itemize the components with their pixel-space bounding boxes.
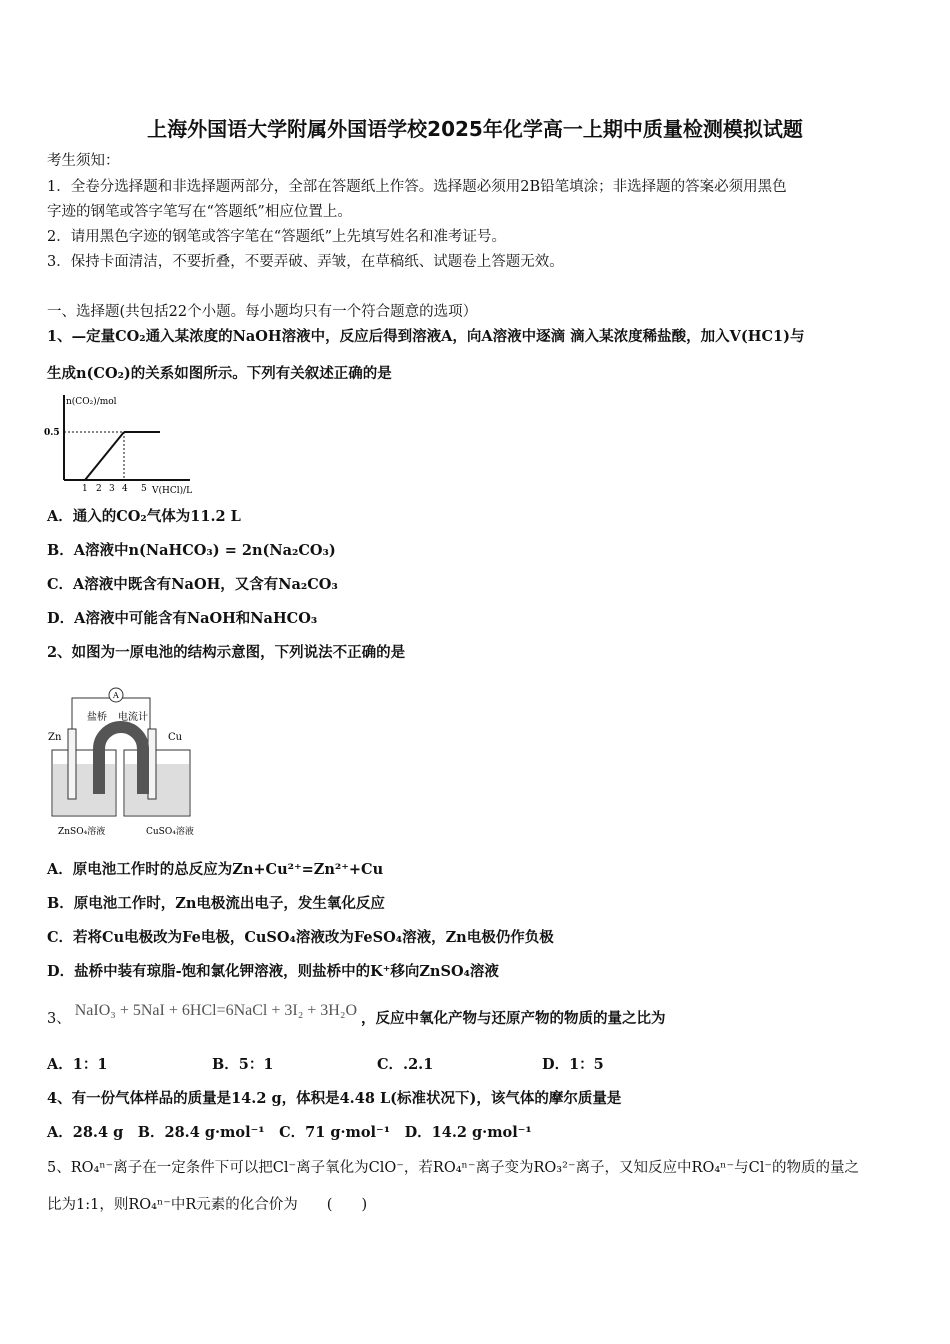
q3-option-c[interactable]: C．.2.1 — [377, 1056, 434, 1073]
x-axis-label: V(HCl)/L — [152, 486, 193, 496]
q3-number: 3、 — [47, 1011, 71, 1027]
q5-stem: 比为1:1，则RO₄ⁿ⁻中R元素的化合价为 ( ) — [47, 1197, 368, 1213]
page-title: 上海外国语大学附属外国语学校2025年化学高一上期中质量检测模拟试题 — [147, 117, 803, 141]
section-heading: 一、选择题(共包括22个小题。每小题均只有一个符合题意的选项） — [47, 304, 478, 320]
q2-option-a[interactable]: A．原电池工作时的总反应为Zn+Cu²⁺=Zn²⁺+Cu — [47, 861, 384, 878]
x-tick: 1 — [82, 484, 88, 494]
left-solution-label: ZnSO₄溶液 — [58, 827, 106, 837]
cu-electrode — [148, 729, 156, 799]
q1-stem: 生成n(CO₂)的关系如图所示。下列有关叙述正确的是 — [47, 365, 392, 382]
zn-electrode — [68, 729, 76, 799]
x-tick: 4 — [122, 484, 128, 494]
zn-label: Zn — [48, 732, 62, 743]
q3-option-d[interactable]: D．1：5 — [542, 1056, 604, 1073]
q2-option-c[interactable]: C．若将Cu电极改为Fe电极，CuSO₄溶液改为FeSO₄溶液，Zn电极仍作负极 — [47, 929, 554, 946]
right-solution — [125, 764, 189, 815]
q3-option-a[interactable]: A．1：1 — [47, 1056, 108, 1073]
q1-option-c[interactable]: C．A溶液中既含有NaOH，又含有Na₂CO₃ — [47, 576, 338, 593]
notice-item: 2．请用黑色字迹的钢笔或答字笔在“答题纸”上先填写姓名和准考证号。 — [47, 229, 507, 245]
q5-stem: 5、RO₄ⁿ⁻离子在一定条件下可以把Cl⁻离子氧化为ClO⁻，若RO₄ⁿ⁻离子变为RO₃²⁻离子，又知反应中RO₄ⁿ⁻与Cl⁻的物质的量之 — [47, 1160, 859, 1176]
q2-option-d[interactable]: D．盐桥中装有琼脂-饱和氯化钾溶液，则盐桥中的K⁺移向ZnSO₄溶液 — [47, 963, 499, 980]
cu-label: Cu — [168, 732, 183, 743]
q3-options — [47, 1055, 707, 1075]
rising-line — [85, 432, 124, 480]
notice-item: 字迹的钢笔或答字笔写在“答题纸”相应位置上。 — [47, 204, 352, 220]
q1-option-b[interactable]: B．A溶液中n(NaHCO₃) = 2n(Na₂CO₃) — [47, 542, 336, 559]
q3-option-b[interactable]: B．5：1 — [212, 1056, 274, 1073]
q2-option-b[interactable]: B．原电池工作时，Zn电极流出电子，发生氧化反应 — [47, 895, 385, 912]
q2-stem: 2、如图为一原电池的结构示意图，下列说法不正确的是 — [47, 644, 406, 661]
q1-option-a[interactable]: A．通入的CO₂气体为11.2 L — [47, 508, 241, 525]
q4-options[interactable]: A．28.4 g B．28.4 g·mol⁻¹ C．71 g·mol⁻¹ D．14.2 g·mol⁻¹ — [47, 1124, 532, 1141]
galvanic-cell-diagram — [44, 684, 214, 844]
galvanometer-label: 电流计 — [118, 712, 148, 723]
q1-stem: 1、—定量CO₂通入某浓度的NaOH溶液中，反应后得到溶液A，向A溶液中逐滴 滴入某浓度稀盐酸，加入V(HC1)与 — [47, 328, 805, 345]
q3-text: ，反应中氧化产物与还原产物的物质的量之比为 — [361, 1010, 666, 1027]
x-tick: 2 — [96, 484, 102, 494]
notice-item: 1．全卷分选择题和非选择题两部分，全部在答题纸上作答。选择题必须用2B铅笔填涂；非选择题的答案必须用黑色 — [47, 179, 787, 195]
ammeter-label: A — [113, 691, 119, 700]
x-tick: 3 — [109, 484, 115, 494]
x-tick: 5 — [141, 484, 147, 494]
q3-equation: NaIO₃ + 5NaI + 6HCl=6NaCl + 3I₂ + 3H₂O — [74, 1002, 357, 1019]
q4-stem: 4、有一份气体样品的质量是14.2 g，体积是4.48 L(标准状况下)，该气体的摩尔质量是 — [47, 1090, 622, 1107]
q3-stem — [47, 1002, 666, 1029]
salt-bridge-label: 盐桥 — [87, 712, 107, 723]
right-solution-label: CuSO₄溶液 — [146, 827, 194, 837]
notice-heading: 考生须知： — [47, 153, 120, 169]
y-tick: 0.5 — [44, 428, 60, 438]
left-solution — [53, 764, 115, 815]
q1-option-d[interactable]: D．A溶液中可能含有NaOH和NaHCO₃ — [47, 610, 318, 627]
q1-graph — [40, 390, 210, 500]
y-axis-label: n(CO₂)/mol — [66, 397, 117, 407]
notice-item: 3．保持卡面清洁，不要折叠，不要弄破、弄皱，在草稿纸、试题卷上答题无效。 — [47, 254, 564, 270]
